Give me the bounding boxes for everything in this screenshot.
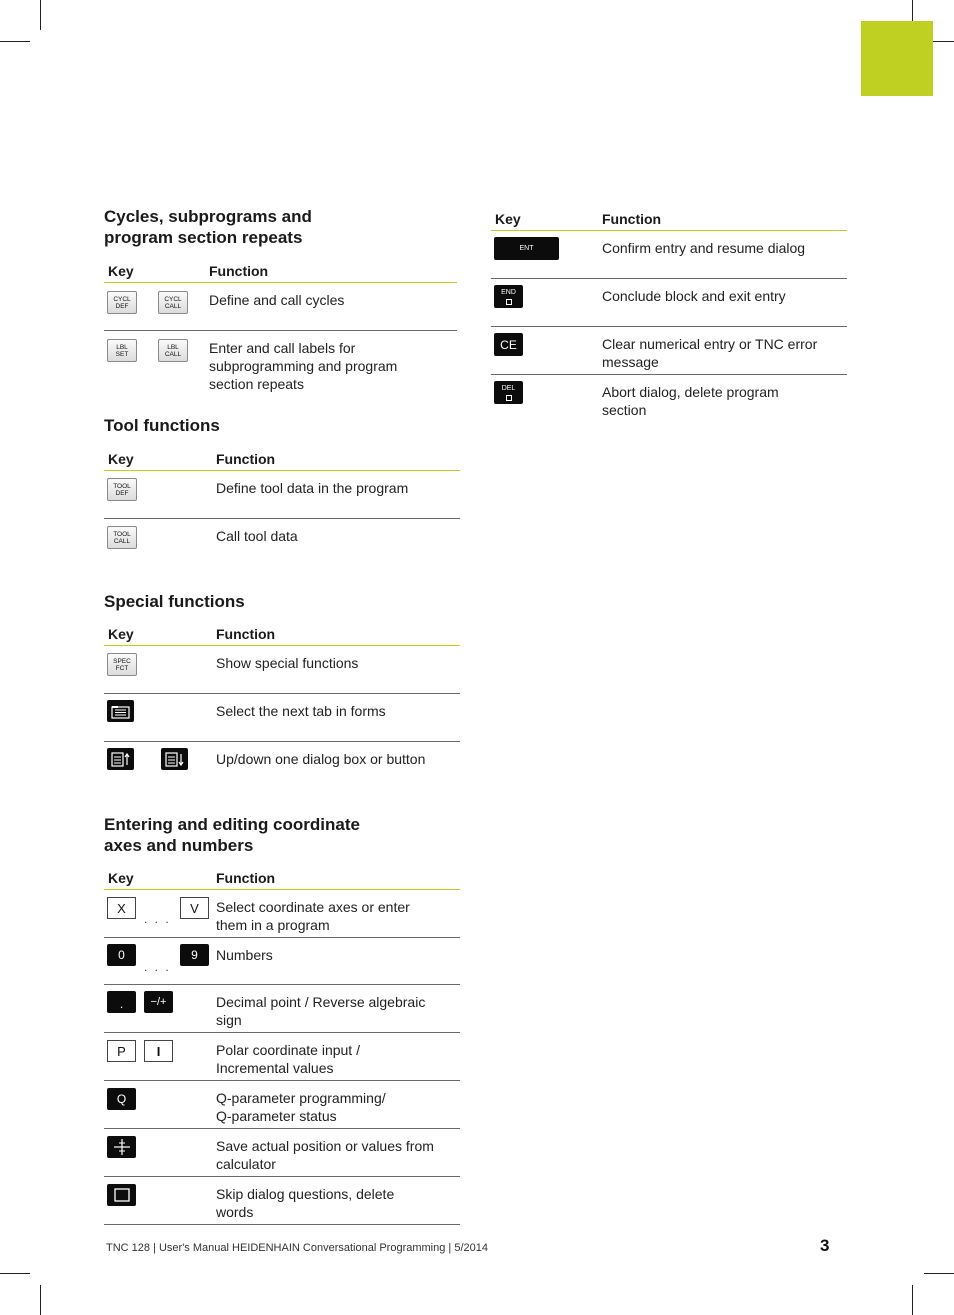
title-line: Entering and editing coordinate: [104, 815, 360, 834]
line: Abort dialog, delete program: [602, 384, 779, 400]
line: Incremental values: [216, 1060, 334, 1076]
dialog-up-icon: [110, 751, 131, 768]
table-row: [104, 694, 460, 742]
line: Q-parameter status: [216, 1108, 337, 1124]
lbl-set-key[interactable]: [107, 339, 137, 362]
actual-position-icon: [112, 1138, 132, 1156]
col-function-label: Function: [216, 626, 276, 642]
key-label: CYCL DEF: [113, 295, 131, 310]
incremental-key[interactable]: I: [144, 1040, 173, 1062]
line: message: [602, 354, 659, 370]
function-text: [216, 898, 410, 934]
function-text: [602, 335, 817, 371]
function-text: [216, 993, 425, 1029]
col-key-label: Key: [108, 870, 134, 886]
key-label: LBL SET: [115, 343, 129, 358]
table-row: [104, 1177, 460, 1225]
function-text: Numbers: [216, 947, 273, 963]
title-line: Cycles, subprograms and: [104, 207, 312, 226]
line: sign: [216, 1012, 242, 1028]
end-key-label: END: [501, 288, 516, 296]
line: Save actual position or values from: [216, 1138, 434, 1154]
del-key-label: DEL: [501, 384, 516, 392]
section-title-special: Special functions: [104, 592, 245, 611]
key-label: TOOL DEF: [113, 482, 131, 497]
footer-text: TNC 128 | User's Manual HEIDENHAIN Conversational Programming | 5/2014: [106, 1242, 488, 1254]
table-row: [104, 742, 460, 789]
table-row: [491, 327, 847, 375]
table-row: [491, 375, 847, 422]
table-row: [104, 1033, 460, 1081]
digit-0-key[interactable]: 0: [107, 944, 136, 966]
function-text: [216, 1089, 386, 1125]
square-icon: [506, 299, 512, 305]
key-label: LBL CALL: [164, 343, 182, 358]
actual-position-key[interactable]: [107, 1136, 136, 1158]
table-row: [491, 231, 847, 279]
tool-call-key[interactable]: [107, 526, 137, 549]
function-text: Select the next tab in forms: [216, 703, 386, 719]
crop-mark: [0, 41, 30, 42]
key-label: SPEC FCT: [113, 657, 131, 672]
lbl-call-key[interactable]: [158, 339, 188, 362]
cycl-def-key[interactable]: [107, 291, 137, 314]
ent-key[interactable]: ENT: [494, 237, 559, 260]
tool-def-key[interactable]: [107, 478, 137, 501]
table-tool: [104, 448, 460, 566]
line: Decimal point / Reverse algebraic: [216, 994, 426, 1010]
table-header: [104, 623, 460, 646]
ce-key[interactable]: CE: [494, 333, 523, 356]
function-text: Define tool data in the program: [216, 480, 409, 496]
table-row: [104, 646, 460, 694]
section-title-tool: Tool functions: [104, 416, 220, 435]
line: Polar coordinate input /: [216, 1042, 360, 1058]
title-line: axes and numbers: [104, 836, 254, 855]
col-function-label: Function: [209, 263, 269, 279]
decimal-point-key[interactable]: .: [107, 991, 136, 1013]
digit-9-key[interactable]: 9: [180, 944, 209, 966]
table-special: [104, 623, 460, 789]
no-ent-key[interactable]: [107, 1184, 136, 1206]
function-text: Show special functions: [216, 655, 359, 671]
crop-mark: [40, 1285, 41, 1315]
line: Skip dialog questions, delete: [216, 1186, 395, 1202]
table-header: [104, 260, 457, 283]
table-row: [104, 1081, 460, 1129]
crop-mark: [0, 1273, 30, 1274]
function-text: [216, 1041, 360, 1077]
line: Select coordinate axes or enter: [216, 899, 410, 915]
table-row: [104, 331, 457, 397]
table-cycles: [104, 260, 457, 397]
table-row: [104, 1129, 460, 1177]
dialog-up-key[interactable]: [107, 748, 134, 770]
next-tab-icon: [110, 703, 131, 720]
function-text: [216, 1185, 394, 1221]
table-row: [104, 890, 460, 938]
spec-fct-key[interactable]: [107, 653, 137, 676]
col-function-label: Function: [216, 451, 276, 467]
line: words: [216, 1204, 254, 1220]
line: section repeats: [209, 376, 304, 392]
crop-mark: [924, 1273, 954, 1274]
sign-toggle-key[interactable]: −/+: [144, 991, 173, 1013]
function-text: [216, 1137, 434, 1173]
function-text: Call tool data: [216, 528, 298, 544]
x-axis-key[interactable]: X: [107, 897, 136, 919]
col-function-label: Function: [216, 870, 276, 886]
table-row: [104, 283, 457, 331]
function-text: [209, 339, 397, 393]
col-key-label: Key: [495, 211, 521, 227]
table-row: [104, 938, 460, 985]
table-row: [104, 519, 460, 566]
col-function-label: Function: [602, 211, 662, 227]
function-text: Conclude block and exit entry: [602, 288, 786, 304]
end-key[interactable]: [494, 285, 523, 308]
range-dots: . . .: [144, 960, 171, 974]
function-text: [602, 383, 779, 419]
crop-mark: [40, 0, 41, 30]
v-axis-key[interactable]: V: [180, 897, 209, 919]
col-key-label: Key: [108, 263, 134, 279]
section-title-cycles: [104, 206, 312, 248]
square-icon: [506, 395, 512, 401]
del-key[interactable]: [494, 381, 523, 404]
table-row: [491, 279, 847, 327]
polar-key[interactable]: P: [107, 1040, 136, 1062]
crop-mark: [912, 1285, 913, 1315]
table-header: [104, 448, 460, 471]
table-header: [104, 867, 460, 890]
function-text: Up/down one dialog box or button: [216, 751, 426, 767]
line: them in a program: [216, 917, 330, 933]
function-text: Define and call cycles: [209, 292, 345, 308]
col-key-label: Key: [108, 626, 134, 642]
table-header: [491, 208, 847, 231]
table-row: [104, 985, 460, 1033]
function-text: Confirm entry and resume dialog: [602, 240, 806, 256]
key-label: CYCL CALL: [164, 295, 182, 310]
line: subprogramming and program: [209, 358, 398, 374]
table-dialog: [491, 208, 847, 422]
title-line: program section repeats: [104, 228, 303, 247]
dialog-down-key[interactable]: [161, 748, 188, 770]
section-title-entering: [104, 814, 360, 856]
line: calculator: [216, 1156, 276, 1172]
chapter-tab: [861, 21, 933, 96]
dialog-down-icon: [164, 751, 185, 768]
cycl-call-key[interactable]: [158, 291, 188, 314]
no-ent-icon: [112, 1186, 132, 1204]
q-parameter-key[interactable]: Q: [107, 1088, 136, 1110]
line: Q-parameter programming/: [216, 1090, 386, 1106]
line: Clear numerical entry or TNC error: [602, 336, 818, 352]
range-dots: . . .: [144, 912, 171, 926]
page-number: 3: [820, 1236, 830, 1255]
key-label: TOOL CALL: [113, 530, 131, 545]
col-key-label: Key: [108, 451, 134, 467]
next-tab-key[interactable]: [107, 700, 134, 722]
table-entering: [104, 867, 460, 1225]
line: section: [602, 402, 647, 418]
table-row: [104, 471, 460, 519]
line: Enter and call labels for: [209, 340, 356, 356]
